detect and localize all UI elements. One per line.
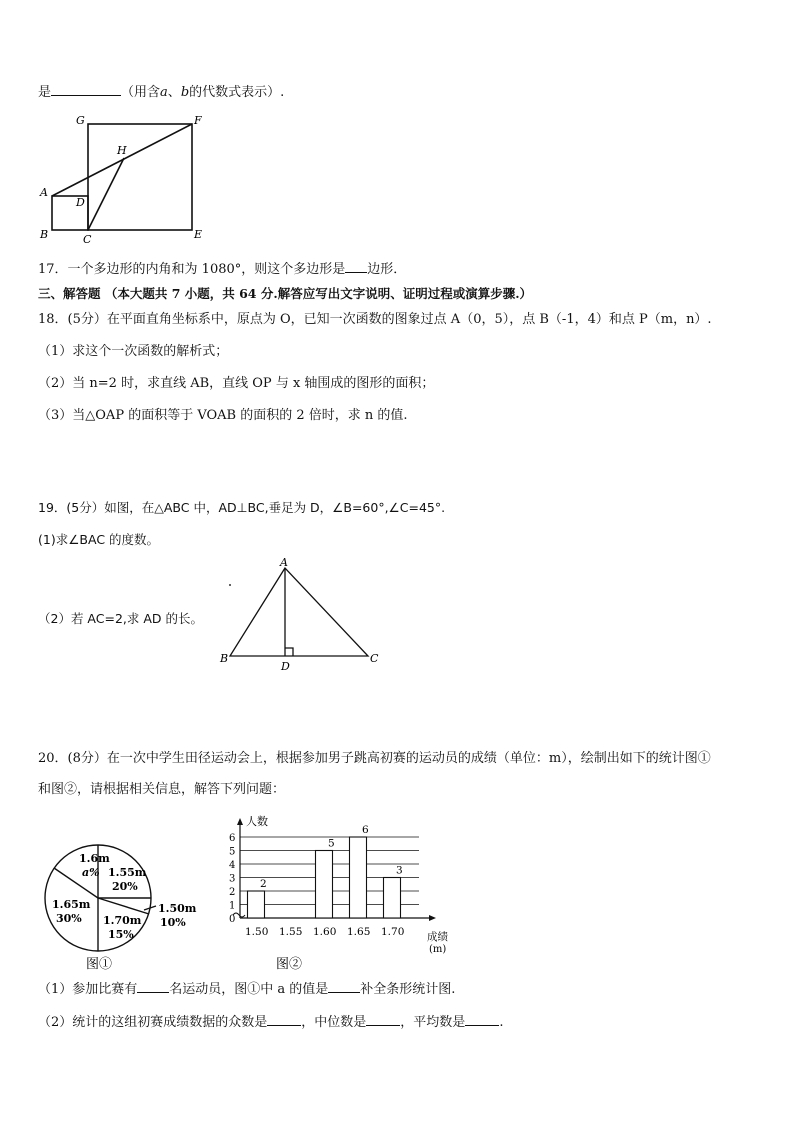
q16-suffix-a: （用含	[121, 85, 161, 100]
fig19-right-angle-mark	[285, 648, 293, 656]
q16-var-b: b	[180, 85, 190, 100]
q20-blank-mean[interactable]	[465, 1012, 499, 1026]
q16-suffix-b: 的代数式表示）.	[189, 85, 285, 100]
pie-slice-percent: 30%	[56, 912, 82, 925]
bar-chart	[214, 808, 464, 973]
q18-stem: 18．(5分）在平面直角坐标系中，原点为 O，已知一次函数的图象过点 A（0，5），点 B（-1，4）和点 P（m，n）.	[38, 312, 712, 327]
q20-blank-a[interactable]	[328, 979, 360, 993]
pie-slice-percent: 20%	[112, 880, 138, 893]
bar-x-tick-label: 1.50	[245, 926, 269, 938]
q20-part2	[38, 1012, 503, 1032]
q18-part1: （1）求这个一次函数的解析式；	[38, 344, 229, 359]
bar-y-tick-label: 0	[229, 914, 236, 925]
q16-sep: 、	[167, 85, 181, 100]
bar-y-tick-label: 4	[229, 860, 236, 871]
pie-slice-percent: 10%	[160, 916, 186, 929]
pie-slice-label: 1.70m	[103, 914, 142, 927]
bar-value-label: 5	[328, 837, 335, 850]
q17-answer-blank[interactable]	[345, 259, 367, 273]
q20-p1-text-c: 补全条形统计图.	[360, 982, 456, 997]
pie-slice-label: 1.55m	[108, 866, 147, 879]
q20-p1-text-a: （1）参加比赛有	[38, 982, 138, 997]
bar-rect	[384, 878, 401, 919]
bar-y-tick-label: 5	[229, 846, 236, 858]
fig16-label-b: B	[40, 228, 49, 241]
pie-slice-label: 1.65m	[52, 898, 91, 911]
q20-p2-text-a: （2）统计的这组初赛成绩数据的众数是	[38, 1015, 268, 1030]
q16-prefix: 是	[38, 85, 52, 100]
bar-caption: 图②	[276, 957, 303, 972]
bar-x-tick-label: 1.60	[313, 926, 337, 938]
pie-slice-label: 1.50m	[158, 902, 197, 915]
q16-figure	[36, 112, 216, 247]
bar-x-axis-title: 成绩	[427, 931, 448, 943]
bar-rect	[350, 837, 367, 918]
fig16-line-af	[52, 124, 192, 196]
q19-triangle-figure	[210, 555, 390, 675]
bar-y-tick-label: 1	[229, 900, 236, 912]
q20-p2-text-c: ，平均数是	[400, 1015, 466, 1030]
fig16-label-h: H	[117, 144, 127, 157]
q17-line	[38, 259, 406, 279]
bar-value-label: 6	[362, 824, 369, 836]
q20-blank-median[interactable]	[366, 1012, 400, 1026]
bar-rect	[316, 851, 333, 919]
pie-slice-percent: a%	[82, 866, 100, 879]
q20-p1-text-b: 名运动员，图①中 a 的值是	[169, 982, 329, 997]
fig16-label-a: A	[40, 186, 48, 199]
fig16-square-large	[88, 124, 192, 230]
fig16-label-g: G	[76, 114, 85, 127]
bar-x-arrow	[429, 915, 436, 921]
bar-y-tick-label: 2	[229, 887, 236, 898]
bar-value-label: 2	[260, 878, 267, 890]
q17-text-a: 17．一个多边形的内角和为 1080°，则这个多边形是	[38, 262, 346, 277]
q19-part1: (1)求∠BAC 的度数。	[38, 532, 160, 547]
fig19-label-c: C	[370, 652, 379, 665]
section3-title: 三、解答题 （本大题共 7 小题，共 64 分.解答应写出文字说明、证明过程或演算步骤.）	[38, 286, 533, 301]
pie-slice-percent: 15%	[108, 928, 134, 941]
q20-blank-count[interactable]	[137, 979, 169, 993]
bar-y-arrow	[237, 818, 243, 825]
bar-x-tick-label: 1.55	[279, 926, 303, 938]
bar-x-tick-label: 1.70	[381, 926, 405, 938]
q20-blank-mode[interactable]	[267, 1012, 301, 1026]
q20-p2-text-b: ，中位数是	[301, 1015, 367, 1030]
pie-divider-lower-right	[98, 898, 149, 914]
fig19-speck	[229, 584, 231, 586]
pie-slice-label: 1.6m	[79, 852, 110, 865]
q20-part1	[38, 979, 455, 999]
bar-rect	[248, 891, 265, 918]
pie-caption: 图①	[86, 957, 113, 972]
bar-y-tick-label: 3	[229, 873, 236, 885]
fig16-label-f: F	[194, 114, 202, 127]
bar-x-axis-unit: (m)	[429, 944, 447, 955]
q18-part3: （3）当△OAP 的面积等于 VOAB 的面积的 2 倍时，求 n 的值.	[38, 408, 408, 423]
q16-line	[38, 82, 284, 102]
q16-var-a: a	[160, 85, 168, 100]
bar-y-tick-label: 6	[229, 833, 236, 844]
pie-chart	[36, 838, 206, 973]
bar-value-label: 3	[396, 864, 403, 877]
q20-stem-b: 和图②，请根据相关信息，解答下列问题：	[38, 782, 286, 797]
q20-p2-text-d: .	[499, 1015, 504, 1030]
fig16-label-c: C	[83, 233, 92, 246]
bar-x-tick-label: 1.65	[347, 926, 371, 938]
fig19-label-b: B	[220, 652, 229, 665]
fig16-label-d: D	[76, 196, 85, 209]
q19-stem: 19．(5分）如图，在△ABC 中，AD⊥BC,垂足为 D，∠B=60°,∠C=45°.	[38, 500, 446, 515]
q19-part2: （2）若 AC=2,求 AD 的长。	[38, 611, 204, 626]
fig19-label-d: D	[281, 660, 290, 673]
fig19-label-a: A	[280, 556, 288, 569]
q16-answer-blank[interactable]	[51, 82, 121, 96]
bar-y-axis-title: 人数	[246, 815, 268, 828]
q18-part2: （2）当 n=2 时，求直线 AB，直线 OP 与 x 轴围成的图形的面积；	[38, 376, 435, 391]
fig16-label-e: E	[194, 228, 203, 241]
fig19-triangle-abc	[230, 568, 368, 656]
q20-stem-a: 20．(8分）在一次中学生田径运动会上，根据参加男子跳高初赛的运动员的成绩（单位：m），绘制出如下的统计图①	[38, 751, 711, 766]
q17-text-b: 边形．	[367, 262, 407, 277]
